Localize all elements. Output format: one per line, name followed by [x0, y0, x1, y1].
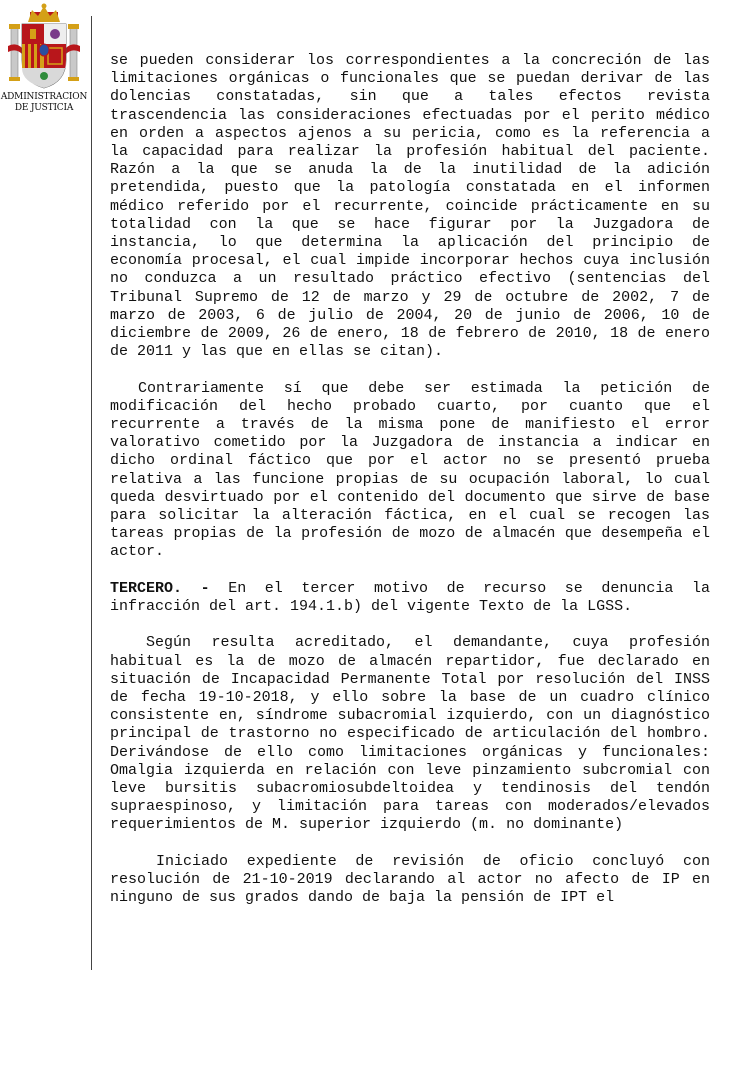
spain-coat-of-arms-icon	[8, 2, 80, 92]
paragraph-2: Contrariamente sí que debe ser estimada la petición de modificación del hecho probado cuarto, por cuanto que el recurrente a través de la misma pone de manifiesto el error valorativo cometido por la Juzgadora de instancia a indicar en dicho ordinal fáctico que por el actor no se presentó prueba relativa a las funcione propias de su ocupación laboral, lo cual queda desvirtuado por el contenido del documento que sirve de base para solicitar la alteración fáctica, en el cual se recogen las tareas propias de la profesión de mozo de almacén que desempeña el actor.	[110, 379, 710, 561]
caption-line-1: ADMINISTRACION	[0, 92, 88, 102]
document-body	[110, 52, 710, 907]
header-emblem	[0, 0, 88, 120]
margin-rule	[91, 16, 92, 970]
header-caption	[0, 92, 88, 114]
paragraph-4: Según resulta acreditado, el demandante, cuya profesión habitual es la de mozo de almacén repartidor, fue declarado en situación de Incapacidad Permanente Total por resolución del INSS de fecha 19-10-2018, y ello sobre la base de un cuadro clínico consistente en, síndrome subacromial izquierdo, con un diagnóstico principal de trastorno no especificado de articulación del hombro. Derivándose de ello como limitaciones orgánicas y funcionales: Omalgia izquierda en relación con leve pinzamiento subcromial con leve bursitis subacromiosubdeltoidea y tendinosis del tendón supraespinoso, y limitación para tareas con moderados/elevados requerimientos de M. superior izquierdo (m. no dominante)	[110, 634, 710, 834]
section-heading-tercero: TERCERO. -	[110, 579, 210, 597]
paragraph-3	[110, 580, 710, 616]
paragraph-5: Iniciado expediente de revisión de oficio concluyó con resolución de 21-10-2019 declarando al actor no afecto de IP en ninguno de sus grados dando de baja la pensión de IPT el	[110, 852, 710, 907]
paragraph-3-text: En el tercer motivo de recurso se denuncia la infracción del art. 194.1.b) del vigente Texto de la LGSS.	[110, 579, 710, 616]
paragraph-1: se pueden considerar los correspondientes a la concreción de las limitaciones orgánicas o funcionales que se puedan derivar de las dolencias constatadas, sin que a tales efectos revista trascendencia las consideraciones efectuadas por el perito médico en orden a aspectos ajenos a su pericia, como es la referencia a la capacidad para realizar la profesión habitual del paciente. Razón a la que se anuda la de la inutilidad de la adición pretendida, puesto que la patología constatada en el informen médico referido por el recurrente, coincide prácticamente en su totalidad con la que se hace figurar por la Juzgadora de instancia, lo que determina la aplicación del principio de economía procesal, el cual impide incorporar hechos cuya inclusión no conduzca a un resultado práctico efectivo (sentencias del Tribunal Supremo de 12 de marzo y 29 de octubre de 2002, 7 de marzo de 2003, 6 de julio de 2004, 20 de junio de 2006, 10 de diciembre de 2009, 26 de enero, 18 de febrero de 2010, 18 de enero de 2011 y las que en ellas se citan).	[110, 52, 710, 361]
caption-line-2: DE JUSTICIA	[14, 103, 74, 113]
